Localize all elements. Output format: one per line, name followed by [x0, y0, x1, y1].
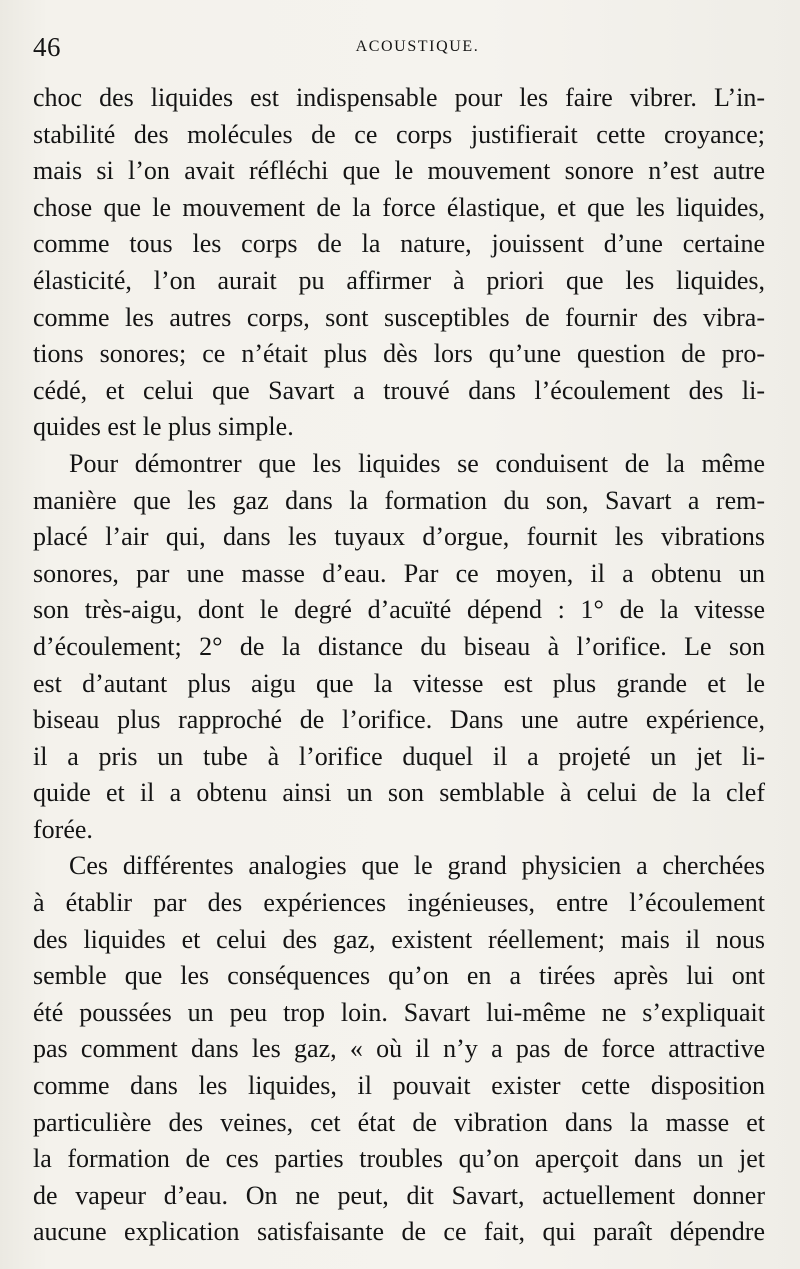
- text-line: de vapeur d’eau. On ne peut, dit Savart, actuellement donner: [33, 1180, 765, 1210]
- text-line: est d’autant plus aigu que la vitesse est plus grande et le: [33, 668, 765, 698]
- text-line: manière que les gaz dans la formation du son, Savart a rem-: [33, 485, 765, 515]
- text-line: Pour démontrer que les liquides se conduisent de la même: [69, 448, 765, 478]
- running-title: ACOUSTIQUE.: [355, 38, 480, 55]
- text-line: mais si l’on avait réfléchi que le mouvement sonore n’est autre: [33, 156, 765, 186]
- text-line: Ces différentes analogies que le grand physicien a cherchées: [69, 851, 765, 881]
- paragraph-1: [33, 80, 765, 446]
- page-body: [33, 80, 765, 1251]
- text-line: choc des liquides est indispensable pour les faire vibrer. L’in-: [33, 83, 765, 112]
- text-line: forée.: [33, 814, 93, 844]
- text-line: d’écoulement; 2° de la distance du biseau à l’orifice. Le son: [33, 631, 765, 661]
- paragraph-2: [33, 446, 765, 849]
- text-line: stabilité des molécules de ce corps justifierait cette croyance;: [33, 119, 765, 149]
- text-line: la formation de ces parties troubles qu’on aperçoit dans un jet: [33, 1144, 765, 1174]
- text-line: quides est le plus simple.: [33, 412, 294, 442]
- text-line: comme tous les corps de la nature, jouissent d’une certaine: [33, 229, 765, 259]
- text-line: semble que les conséquences qu’on en a tirées après lui ont: [33, 961, 765, 991]
- text-line: quide et il a obtenu ainsi un son semblable à celui de la clef: [33, 778, 765, 808]
- text-line: biseau plus rapproché de l’orifice. Dans une autre expérience,: [33, 705, 765, 735]
- text-line: comme les autres corps, sont susceptibles de fournir des vibra-: [33, 302, 765, 332]
- text-line: tions sonores; ce n’était plus dès lors qu’une question de pro-: [33, 339, 765, 369]
- text-line: comme dans les liquides, il pouvait exister cette disposition: [33, 1071, 765, 1101]
- text-line: chose que le mouvement de la force élastique, et que les liquides,: [33, 192, 765, 222]
- text-line: des liquides et celui des gaz, existent réellement; mais il nous: [33, 924, 765, 954]
- page-number: 46: [33, 32, 61, 62]
- text-line: placé l’air qui, dans les tuyaux d’orgue, fournit les vibrations: [33, 522, 765, 552]
- text-line: il a pris un tube à l’orifice duquel il a projeté un jet li-: [33, 741, 765, 771]
- text-line: été poussées un peu trop loin. Savart lui-même ne s’expliquait: [33, 997, 765, 1027]
- text-line: particulière des veines, cet état de vibration dans la masse et: [33, 1107, 765, 1137]
- paragraph-3: [33, 848, 765, 1251]
- text-line: pas comment dans les gaz, « où il n’y a pas de force attractive: [33, 1034, 765, 1064]
- text-line: son très-aigu, dont le degré d’acuïté dépend : 1° de la vitesse: [33, 595, 765, 625]
- text-line: aucune explication satisfaisante de ce fait, qui paraît dépendre: [33, 1217, 765, 1247]
- text-line: élasticité, l’on aurait pu affirmer à priori que les liquides,: [33, 265, 765, 295]
- text-line: à établir par des expériences ingénieuses, entre l’écoulement: [33, 888, 765, 918]
- page-header: [33, 30, 762, 66]
- text-line: sonores, par une masse d’eau. Par ce moyen, il a obtenu un: [33, 558, 765, 588]
- text-line: cédé, et celui que Savart a trouvé dans l’écoulement des li-: [33, 375, 765, 405]
